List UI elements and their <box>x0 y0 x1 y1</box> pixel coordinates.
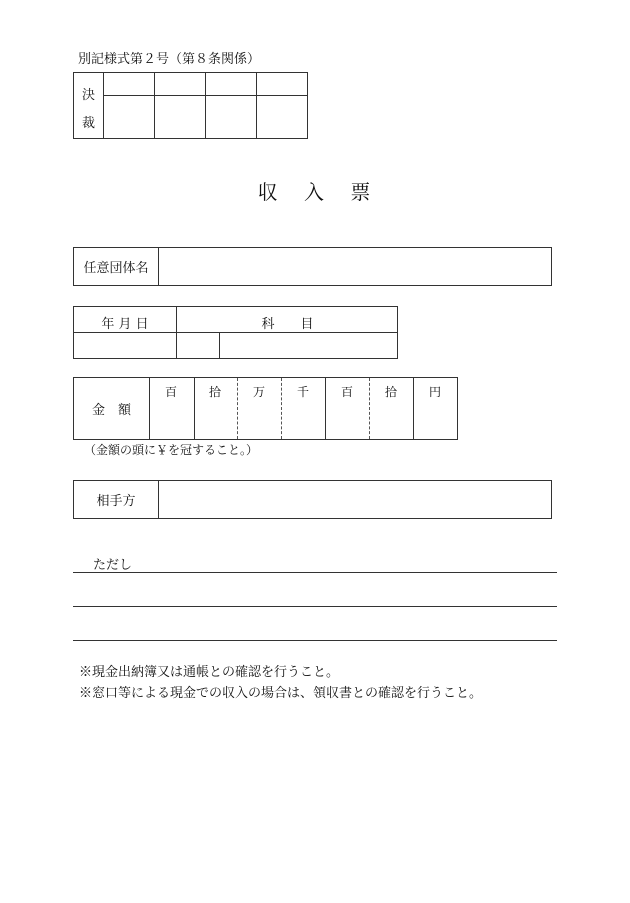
amount-digit-label: 百 <box>164 385 177 399</box>
title-char: 票 <box>350 180 373 204</box>
title-char: 入 <box>304 180 326 204</box>
amount-box <box>73 377 458 440</box>
amount-digit-label: 百 <box>340 385 353 399</box>
approval-label-column <box>74 73 104 138</box>
note-line: ※窓口等による現金での収入の場合は、領収書との確認を行うこと。 <box>79 686 483 701</box>
amount-note: （金額の頭に￥を冠すること。） <box>84 443 259 457</box>
approval-box <box>73 72 308 139</box>
counterparty-label: 相手方 <box>74 481 159 518</box>
form-label: 別記様式第２号（第８条関係） <box>78 52 261 67</box>
amount-digit-label: 拾 <box>384 385 397 399</box>
proviso-line[interactable] <box>73 606 557 607</box>
amount-digit-label: 拾 <box>208 385 221 399</box>
subject-name-field[interactable] <box>220 333 399 360</box>
subject-header: 科 目 <box>261 317 314 332</box>
amount-label: 金 額 <box>74 378 150 439</box>
approval-column-divider <box>205 73 206 138</box>
group-name-field[interactable] <box>159 248 551 285</box>
notes <box>79 662 482 704</box>
amount-digit-label: 円 <box>428 385 441 399</box>
group-name-label: 任意団体名 <box>74 248 159 285</box>
approval-column-divider <box>256 73 257 138</box>
title-char: 収 <box>257 180 280 204</box>
counterparty-field[interactable] <box>159 481 551 518</box>
subject-code-field[interactable] <box>177 333 219 360</box>
proviso-label: ただし <box>93 558 133 573</box>
date-header: 年 月 日 <box>101 317 149 332</box>
proviso-line[interactable] <box>73 640 557 641</box>
form-title <box>0 176 630 205</box>
approval-label-bottom: 裁 <box>81 116 95 131</box>
amount-digit-label: 千 <box>296 385 309 399</box>
approval-label-top: 決 <box>81 88 95 103</box>
amount-digit-label: 万 <box>252 385 265 399</box>
approval-column-divider <box>154 73 155 138</box>
group-name-row <box>73 247 552 286</box>
date-subject-table <box>73 306 398 359</box>
proviso-line[interactable] <box>73 572 557 573</box>
note-line: ※現金出納簿又は通帳との確認を行うこと。 <box>79 665 340 680</box>
counterparty-row <box>73 480 552 519</box>
date-field[interactable] <box>74 333 176 360</box>
